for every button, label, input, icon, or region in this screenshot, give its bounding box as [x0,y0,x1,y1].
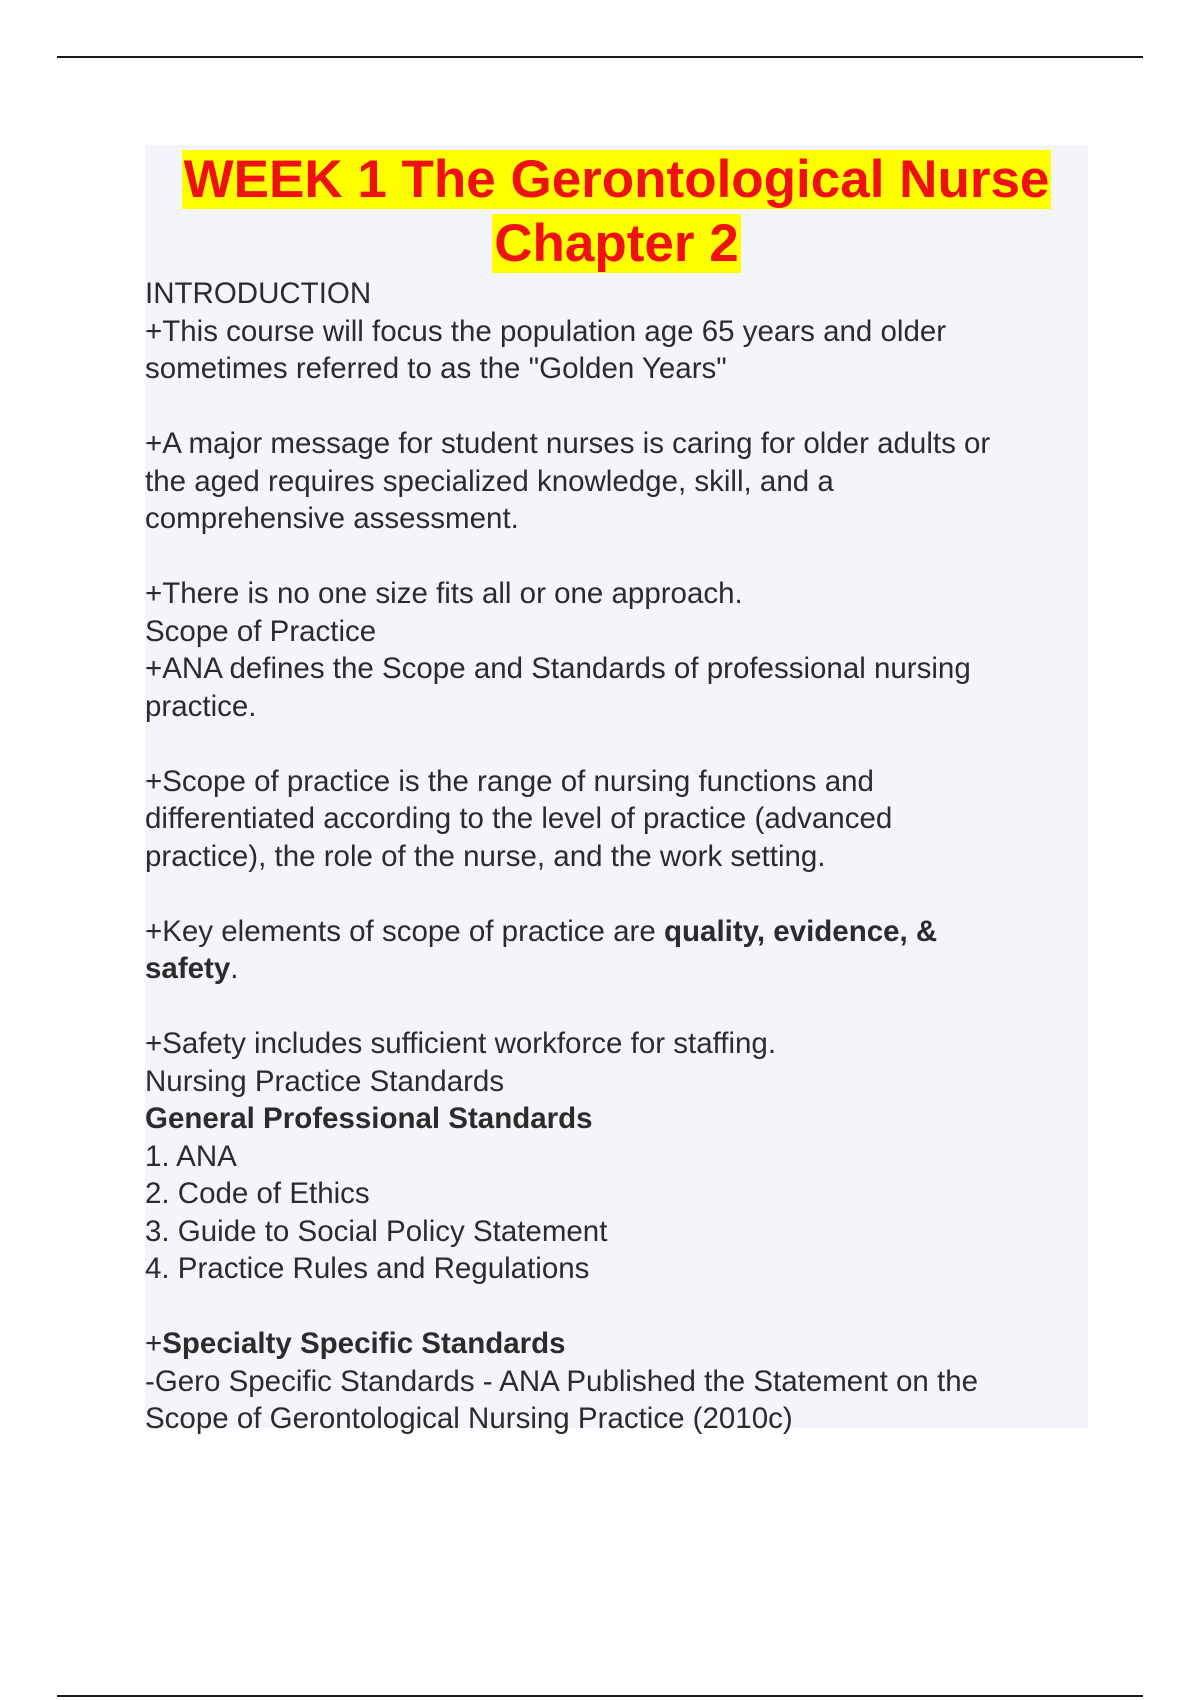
intro-heading: INTRODUCTION [145,277,372,310]
paragraph-line: practice), the role of the nurse, and the work setting. [145,839,826,873]
bottom-rule [57,1695,1143,1697]
paragraph-line: +There is no one size fits all or one approach. [145,577,743,610]
title-line-2: Chapter 2 [494,214,739,273]
title-line-1: WEEK 1 The Gerontological Nurse [183,150,1050,209]
key-elements-bold: quality, evidence, & [664,914,938,948]
key-elements-bold-2: safety [145,952,231,985]
paragraph-line: Scope of Gerontological Nursing Practice (2010c) [145,1402,793,1435]
paragraph-line: -Gero Specific Standards - ANA Published the Statement on the [145,1364,979,1398]
general-standards-heading: General Professional Standards [145,1102,593,1135]
paragraph-line: +This course will focus the population age 65 years and older [145,314,947,348]
paragraph-line: practice. [145,689,257,723]
page-title [145,148,1088,276]
paragraph-line: +ANA defines the Scope and Standards of professional nursing [145,652,971,685]
paragraph-line: +Scope of practice is the range of nursing functions and [145,764,874,798]
specialty-heading-line [145,1325,1085,1363]
key-elements-prefix: +Key elements of scope of practice are [145,914,664,948]
list-item: 1. ANA [145,1139,237,1173]
key-elements-line-2 [145,950,1085,988]
paragraph-line: the aged requires specialized knowledge, skill, and a [145,464,834,498]
list-item: 4. Practice Rules and Regulations [145,1252,590,1285]
list-item: 3. Guide to Social Policy Statement [145,1214,608,1248]
key-elements-suffix: . [230,952,239,985]
paragraph-line: differentiated according to the level of practice (advanced [145,802,893,835]
paragraph-line: sometimes referred to as the "Golden Years" [145,352,727,385]
key-elements-line [145,913,1085,951]
specialty-prefix: + [145,1327,163,1360]
top-rule [57,56,1143,58]
standards-heading: Nursing Practice Standards [145,1064,505,1098]
paragraph-line: +Safety includes sufficient workforce for staffing. [145,1027,777,1060]
document-body [145,275,1085,1438]
paragraph-line: comprehensive assessment. [145,502,519,535]
list-item: 2. Code of Ethics [145,1177,370,1210]
scope-heading: Scope of Practice [145,614,377,648]
specialty-heading: Specialty Specific Standards [162,1327,566,1360]
paragraph-line: +A major message for student nurses is caring for older adults or [145,427,991,460]
